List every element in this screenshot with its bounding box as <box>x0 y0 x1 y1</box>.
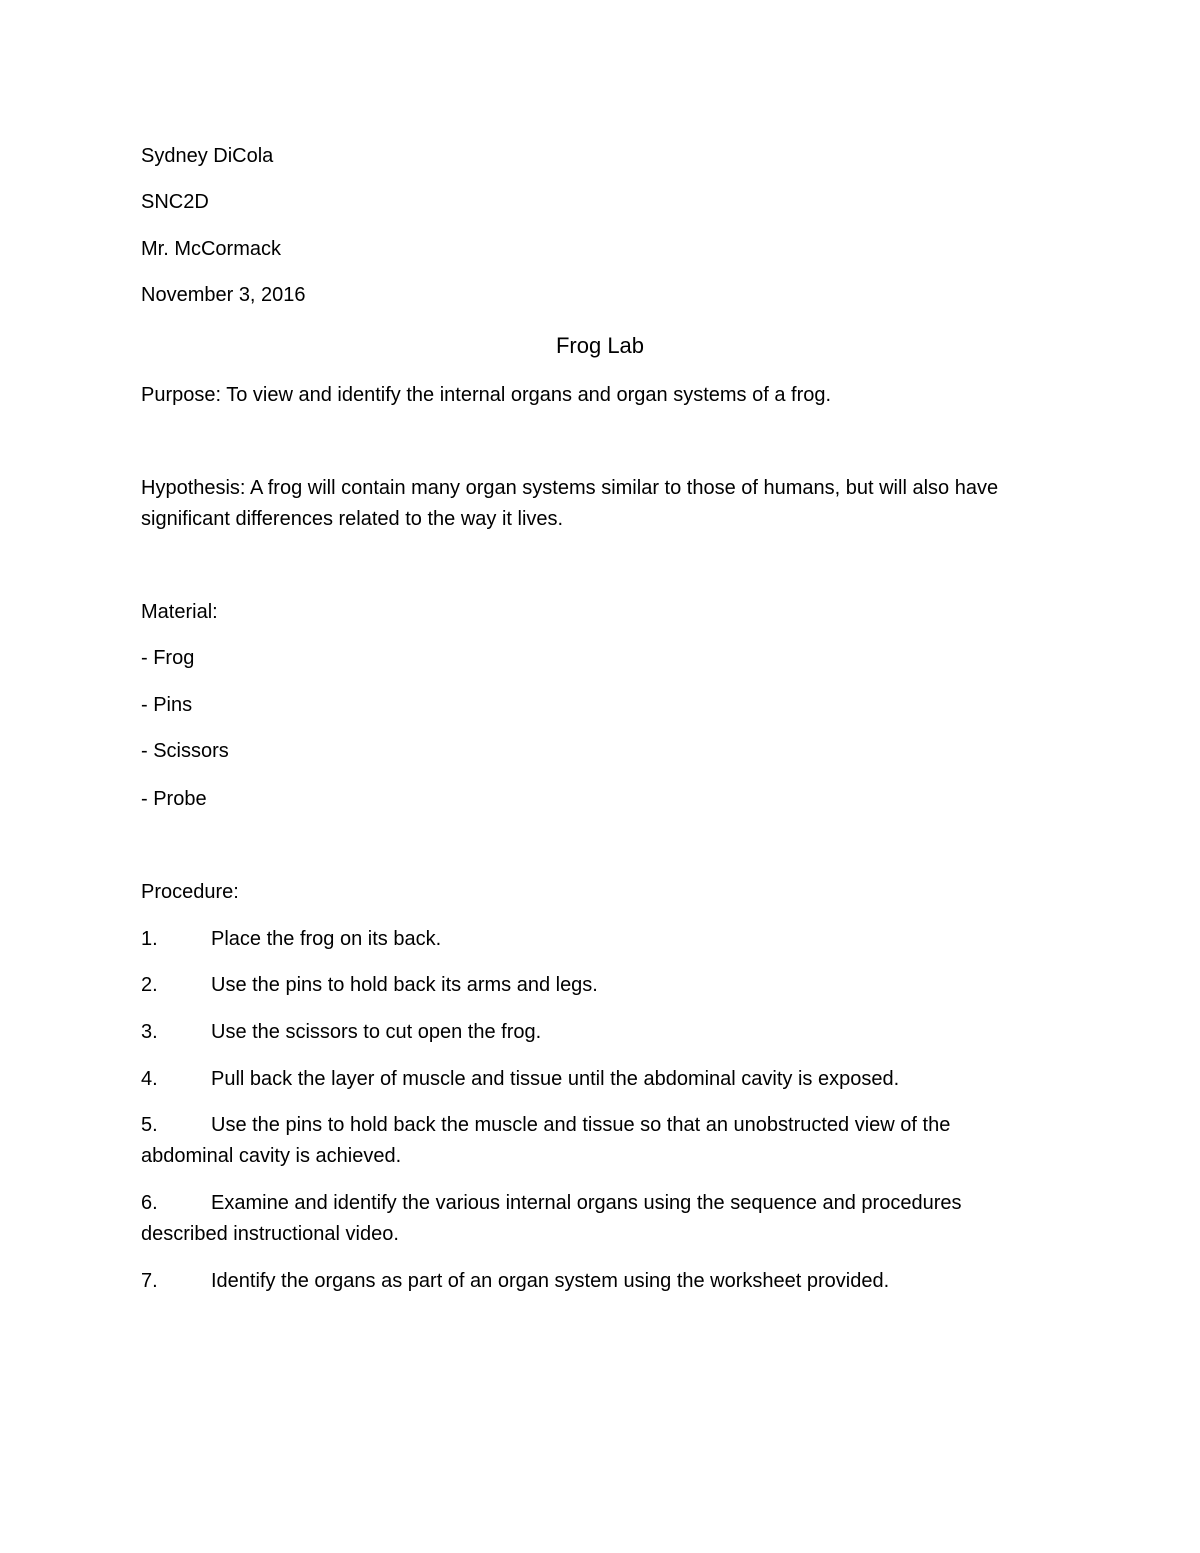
student-name: Sydney DiCola <box>141 145 274 167</box>
purpose-paragraph: Purpose: To view and identify the internal organs and organ systems of a frog. <box>141 384 832 406</box>
step-text: Use the pins to hold back the muscle and tissue so that an unobstructed view of the abdominal cavity is achieved. <box>141 1114 951 1167</box>
step-number: 3. <box>141 1021 158 1043</box>
course-code: SNC2D <box>141 191 209 213</box>
material-item: - Scissors <box>141 740 229 762</box>
procedure-step <box>141 924 1041 955</box>
materials-heading: Material: <box>141 601 218 623</box>
step-text: Use the scissors to cut open the frog. <box>211 1021 542 1043</box>
procedure-step <box>141 1017 1041 1048</box>
material-item: - Probe <box>141 788 207 810</box>
step-text: Use the pins to hold back its arms and legs. <box>211 974 598 996</box>
material-item: - Frog <box>141 647 195 669</box>
step-text: Pull back the layer of muscle and tissue until the abdominal cavity is exposed. <box>211 1068 900 1090</box>
procedure-step <box>141 1188 1041 1250</box>
procedure-step <box>141 1266 1041 1297</box>
report-date: November 3, 2016 <box>141 284 306 306</box>
step-text: Identify the organs as part of an organ system using the worksheet provided. <box>211 1270 890 1292</box>
step-number: 2. <box>141 974 158 996</box>
step-number: 6. <box>141 1192 158 1214</box>
procedure-step <box>141 970 1041 1001</box>
procedure-step <box>141 1064 1041 1095</box>
step-text: Examine and identify the various internal organs using the sequence and procedures described instructional video. <box>141 1192 962 1245</box>
step-text: Place the frog on its back. <box>211 928 442 950</box>
step-number: 7. <box>141 1270 158 1292</box>
step-number: 5. <box>141 1114 158 1136</box>
step-number: 1. <box>141 928 158 950</box>
step-number: 4. <box>141 1068 158 1090</box>
document-title: Frog Lab <box>555 333 645 358</box>
material-item: - Pins <box>141 694 193 716</box>
procedure-step <box>141 1110 1041 1172</box>
teacher-name: Mr. McCormack <box>141 238 281 260</box>
hypothesis-paragraph: Hypothesis: A frog will contain many organ systems similar to those of humans, but will also have significant differences related to the way it lives. <box>141 477 999 530</box>
procedure-heading: Procedure: <box>141 881 239 903</box>
